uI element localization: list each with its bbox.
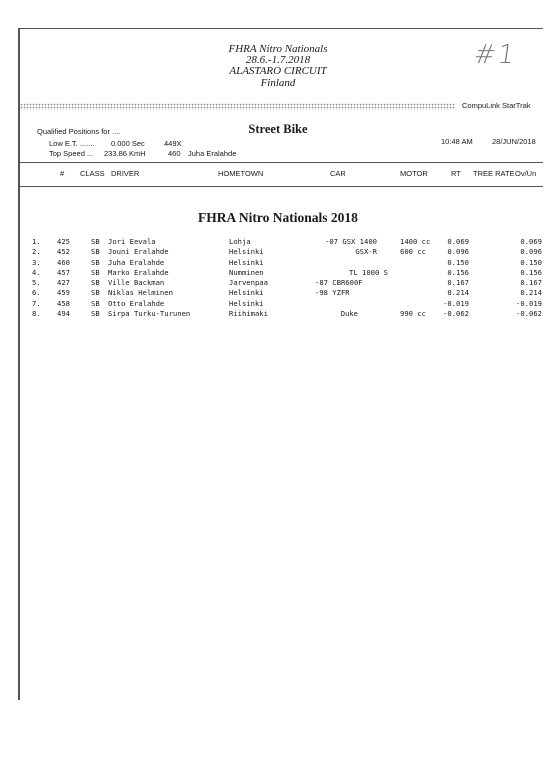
cell-hometown: Numminen — [229, 267, 264, 277]
class-title: Street Bike — [248, 122, 308, 136]
header-rule-bottom — [20, 186, 543, 187]
low-et-value: 0.000 Sec — [111, 139, 145, 148]
cell-car: -87 CBR600F — [315, 278, 363, 288]
cell-ov-un: 0.167 — [520, 278, 542, 288]
cell-car: -07 GSX 1400 — [325, 237, 377, 246]
cell-rank: 3. — [32, 257, 41, 267]
cell-number: 427 — [57, 278, 70, 288]
cell-rt: 0.156 — [447, 267, 469, 277]
cell-rank: 4. — [32, 267, 41, 277]
top-speed-value: 233.86 KmH — [104, 149, 146, 158]
cell-driver: Niklas Helminen — [108, 288, 173, 298]
table-row — [0, 237, 556, 247]
cell-driver: Marko Eralahde — [108, 267, 169, 277]
cell-number: 452 — [57, 247, 70, 257]
col-hometown: HOMETOWN — [218, 169, 264, 178]
cell-class: SB — [91, 288, 100, 298]
table-row — [0, 247, 556, 257]
cell-number: 459 — [57, 288, 70, 298]
cell-rt: 0.167 — [447, 278, 469, 288]
low-et-car: 449X — [164, 139, 182, 148]
low-et-label: Low E.T. ....... — [49, 139, 95, 148]
cell-rank: 7. — [32, 298, 41, 308]
top-speed-driver: Juha Eralahde — [188, 149, 237, 158]
table-row — [0, 278, 556, 288]
dotted-separator — [20, 103, 455, 110]
table-row — [0, 288, 556, 298]
cell-driver: Jori Eevala — [108, 237, 156, 246]
col-pos: # — [60, 169, 65, 178]
cell-hometown: Lohja — [229, 237, 251, 246]
cell-class: SB — [91, 257, 100, 267]
cell-class: SB — [91, 247, 100, 257]
cell-number: 494 — [57, 309, 70, 319]
cell-driver: Juha Eralahde — [108, 257, 165, 267]
cell-ov-un: -0.062 — [516, 309, 542, 319]
event-name: FHRA Nitro Nationals — [228, 43, 328, 55]
cell-motor: 1400 cc — [400, 237, 431, 246]
table-row — [0, 268, 556, 278]
col-motor: MOTOR — [400, 169, 428, 178]
report-date: 28/JUN/2018 — [492, 137, 536, 146]
header-rule-top — [20, 162, 543, 163]
col-tree-rate: TREE RATE — [473, 169, 515, 178]
cell-ov-un: 0.214 — [520, 288, 542, 298]
cell-rank: 6. — [32, 288, 41, 298]
cell-driver: Ville Backman — [108, 278, 165, 288]
cell-class: SB — [91, 278, 100, 288]
cell-ov-un: 0.096 — [520, 247, 542, 257]
cell-ov-un: 0.150 — [520, 257, 542, 267]
cell-motor: 600 cc — [400, 247, 426, 257]
page-frame-top — [18, 28, 543, 29]
cell-driver: Sirpa Turku-Turunen — [108, 309, 191, 319]
col-rt: RT — [451, 169, 461, 178]
report-time: 10:48 AM — [441, 137, 473, 146]
table-row — [0, 309, 556, 319]
table-row — [0, 299, 556, 309]
cell-class: SB — [91, 267, 100, 277]
cell-class: SB — [91, 309, 100, 319]
cell-number: 457 — [57, 267, 70, 277]
cell-hometown: Helsinki — [229, 288, 264, 298]
cell-rank: 8. — [32, 309, 41, 319]
cell-car: TL 1000 S — [349, 267, 388, 277]
cell-rt: 0.150 — [447, 257, 469, 267]
results-table — [0, 237, 556, 319]
event-country: Finland — [260, 77, 296, 89]
col-driver: DRIVER — [111, 169, 140, 178]
cell-class: SB — [91, 237, 100, 246]
top-speed-label: Top Speed ... — [49, 149, 94, 158]
cell-hometown: Riihimaki — [229, 309, 268, 319]
cell-driver: Jouni Eralahde — [108, 247, 169, 257]
cell-car: Duke — [340, 309, 358, 319]
handwritten-mark: #1 — [471, 40, 519, 70]
cell-number: 460 — [57, 257, 70, 267]
table-row — [0, 258, 556, 268]
cell-ov-un: -0.019 — [516, 298, 542, 308]
cell-hometown: Helsinki — [229, 247, 264, 257]
cell-class: SB — [91, 298, 100, 308]
cell-rt: 0.096 — [447, 247, 469, 257]
cell-rank: 2. — [32, 247, 41, 257]
cell-rank: 1. — [32, 237, 41, 246]
cell-rt: -0.062 — [443, 309, 469, 319]
cell-hometown: Helsinki — [229, 298, 264, 308]
cell-rt: -0.019 — [443, 298, 469, 308]
col-class: CLASS — [80, 169, 105, 178]
cell-number: 458 — [57, 298, 70, 308]
cell-number: 425 — [57, 237, 70, 246]
col-car: CAR — [330, 169, 346, 178]
cell-rt: 0.069 — [447, 237, 469, 246]
cell-driver: Otto Eralahde — [108, 298, 165, 308]
cell-rank: 5. — [32, 278, 41, 288]
cell-hometown: Helsinki — [229, 257, 264, 267]
cell-ov-un: 0.156 — [520, 267, 542, 277]
cell-car: GSX-R — [355, 247, 377, 257]
top-speed-car: 460 — [168, 149, 181, 158]
event-circuit: ALASTARO CIRCUIT — [229, 65, 327, 77]
timing-system-label: CompuLink StarTrak — [462, 101, 531, 110]
cell-motor: 990 cc — [400, 309, 426, 319]
cell-hometown: Jarvenpaa — [229, 278, 268, 288]
document-title: FHRA Nitro Nationals 2018 — [198, 210, 358, 225]
col-ov-un: Ov/Un — [515, 169, 537, 178]
cell-rt: 0.214 — [447, 288, 469, 298]
qualified-title: Qualified Positions for .... — [37, 127, 121, 136]
cell-car: -98 YZFR — [315, 288, 350, 298]
cell-ov-un: 0.069 — [520, 237, 542, 246]
event-dates: 28.6.-1.7.2018 — [245, 54, 311, 66]
